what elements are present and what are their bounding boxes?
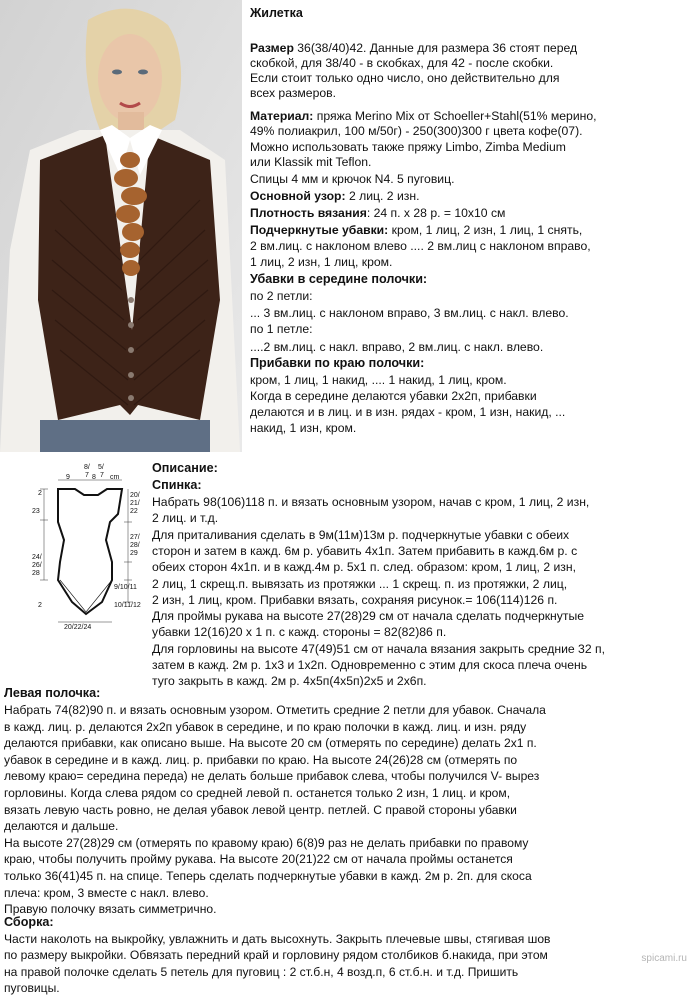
center-dec-line-4: ....2 вм.лиц. с накл. вправо, 2 вм.лиц. с накл. влево. xyxy=(250,340,544,354)
text-line: обеих сторон 4х1п. и в кажд.4м р. 5х1 п. след. образом: кром, 1 лиц, 2 изн, xyxy=(152,560,576,575)
left-front-label xyxy=(4,686,100,701)
text-line: Для горловины на высоте 47(49)51 см от начала вязания закрыть средние 32 п, xyxy=(152,641,605,656)
material-line-5: Спицы 4 мм и крючок N4. 5 пуговиц. xyxy=(250,172,455,186)
density-label: Плотность вязания xyxy=(250,206,367,220)
decreases-line-1 xyxy=(250,223,582,238)
size-line-1 xyxy=(250,41,577,56)
text-line: в кажд. лиц. р. делаются 2х2п убавок в середине, и по краю полочки в кажд. лиц. и изн. ряду xyxy=(4,719,527,734)
size-text: 36(38/40)42. Данные для размера 36 стоят перед xyxy=(293,41,578,55)
size-line-4: всех размеров. xyxy=(250,86,337,100)
text-line: Части наколоть на выкройку, увлажнить и дать высохнуть. Закрыть плечевые швы, стягивая шов xyxy=(4,932,551,946)
center-dec-line-1: по 2 петли: xyxy=(250,289,313,303)
size-line-3: Если стоит только одно число, оно действительно для xyxy=(250,71,560,85)
density-line xyxy=(250,206,505,221)
diagram-top-label: 7 xyxy=(100,472,104,479)
vest-photo-illustration xyxy=(0,0,242,452)
text-line: затем в кажд. 2м р. 1х3 и 1х2п. Одновременно с этим для скоса плеча очень xyxy=(152,658,588,672)
left-front-label-text: Левая полочка xyxy=(4,686,97,700)
diagram-right-label: 20/ xyxy=(130,492,140,499)
decreases-text: кром, 1 лиц, 2 изн, 1 лиц, 1 снять, xyxy=(388,223,583,237)
text-line: Набрать 98(106)118 п. и вязать основным узором, начав с кром, 1 лиц, 2 изн, xyxy=(152,495,590,509)
text-line: убавок в середине и в кажд. лиц. р. прибавки по краю. На высоте 24(26)28 см (отмерять по xyxy=(4,752,518,767)
density-text: : 24 п. х 28 р. = 10х10 см xyxy=(366,206,506,220)
watermark: spicami.ru xyxy=(641,953,687,964)
text-line: туго закрыть в кажд. 2м р. 4х5п(4х5п)2х5 и 2х6п. xyxy=(152,674,427,689)
material-line-2: 49% полиакрил, 100 м/50г) - 250(300)300 г цвета кофе(07). xyxy=(250,124,583,138)
text-line: по размеру выкройки. Обвязать передний край и горловину рядом столбиков б.накида, при этом xyxy=(4,948,548,963)
text-line: сторон и затем в кажд. 6м р. убавить 4х1п. Затем прибавить в кажд.6м р. с xyxy=(152,543,578,558)
diagram-top-label: 9 xyxy=(66,474,70,481)
diagram-left-label: 23 xyxy=(32,508,40,515)
text-line: делаются и дальше. xyxy=(4,819,119,834)
center-dec-line-3: по 1 петле: xyxy=(250,322,313,336)
text-line: краю, чтобы получить пройму рукава. На высоте 20(21)22 см от начала проймы останется xyxy=(4,852,513,867)
increases-line-3: делаются и в лиц. и в изн. рядах - кром, 1 изн, накид, ... xyxy=(250,405,566,419)
text-line: пуговицы. xyxy=(4,981,60,996)
vest-photo xyxy=(0,0,242,452)
center-dec-line-2: ... 3 вм.лиц. с наклоном вправо, 3 вм.лиц. с накл. влево. xyxy=(250,306,569,320)
vest-outline xyxy=(58,489,122,614)
text-line: Для приталивания сделать в 9м(11м)13м р. подчеркнутые убавки с обеих xyxy=(152,527,570,542)
diagram-right-label: 9/10/11 xyxy=(114,584,137,591)
diagram-top-label: 8/ xyxy=(84,464,90,471)
increases-line-2: Когда в середине делаются убавки 2х2п, прибавки xyxy=(250,389,537,403)
text-line: на правой полочке сделать 5 петель для пуговиц : 2 ст.б.н, 4 возд.п, 6 ст.б.н. и т.д. Пришить xyxy=(4,964,519,979)
diagram-right-label: 29 xyxy=(130,550,138,557)
assembly-label: Сборка: xyxy=(4,915,54,929)
material-line-4: или Klassik mit Teflon. xyxy=(250,155,372,169)
diagram-right-label: 10/11/12 xyxy=(114,602,141,609)
text-line: левому краю= середина переда) не делать больше прибавок слева, чтобы получился V- вырез xyxy=(4,769,540,784)
text-line: Для проймы рукава на высоте 27(28)29 см от начала сделать подчеркнутые xyxy=(152,609,585,624)
diagram-top-label: 7 xyxy=(85,472,89,479)
text-line: только 36(41)45 п. на спице. Теперь сделать подчеркнутые убавки в кажд. 2м р. 2п. для скоса xyxy=(4,869,532,883)
text-line: На высоте 27(28)29 см (отмерять по кравому краю) 6(8)9 раз не делать прибавки по правому xyxy=(4,835,529,850)
diagram-left-label: 28 xyxy=(32,570,40,577)
text-line: 2 лиц, 1 скрещ.п. вывязать из протяжки ... 1 скрещ. п. из протяжки, 2 лиц, xyxy=(152,576,568,591)
pattern-text: 2 лиц. 2 изн. xyxy=(345,189,420,203)
increases-line-4: накид, 1 изн, кром. xyxy=(250,421,357,435)
size-line-2: скобкой, для 38/40 - в скобках, для 42 - после скобки. xyxy=(250,56,554,70)
text-line: делаются прибавки, как описано выше. На высоте 20 см (отмерять по середине) делать 2х1 п. xyxy=(4,736,537,751)
increases-line-1: кром, 1 лиц, 1 накид, .... 1 накид, 1 лиц, кром. xyxy=(250,373,507,387)
diagram-right-label: 28/ xyxy=(130,542,140,549)
text-line: убавки 12(16)20 х 1 п. с кажд. стороны = 82(82)86 п. xyxy=(152,625,447,640)
diagram-right-label: 27/ xyxy=(130,534,140,541)
text-line: Набрать 74(82)90 п. и вязать основным узором. Отметить средние 2 петли для убавок. Сначала xyxy=(4,703,546,717)
material-text: пряжа Merino Mix от Schoeller+Stahl(51% мерино, xyxy=(313,109,597,123)
diagram-right-label: 22 xyxy=(130,508,138,515)
diagram-top-label: 5/ xyxy=(98,464,104,471)
size-label: Размер xyxy=(250,41,294,55)
description-label: Описание: xyxy=(152,461,218,475)
text-line: вязать левую часть ровно, не делая убавок левой центр. петлей. С правой стороны убавки xyxy=(4,802,517,817)
center-dec-label: Убавки в середине полочки: xyxy=(250,272,428,286)
diagram-right-label: 21/ xyxy=(130,500,140,507)
diagram-top-label: 8 xyxy=(92,474,96,481)
diagram-top-label: cm xyxy=(110,474,120,481)
material-label: Материал: xyxy=(250,109,314,123)
diagram-bottom-label: 20/22/24 xyxy=(64,624,92,631)
decreases-label: Подчеркнутые убавки: xyxy=(250,223,389,237)
material-line-1 xyxy=(250,109,597,124)
decreases-line-2: 2 вм.лиц. с наклоном влево .... 2 вм.лиц с наклоном вправо, xyxy=(250,239,591,253)
left-front-label-colon: : xyxy=(96,686,101,700)
back-label: Спинка: xyxy=(152,478,202,492)
text-line: горловины. Когда слева рядом со средней левой п. останется только 2 изн, 1 лиц. и кром, xyxy=(4,786,511,800)
diagram-left-label: 2 xyxy=(38,602,42,609)
pattern-label: Основной узор: xyxy=(250,189,346,203)
text-line: плеча: кром, 3 вместе с накл. влево. xyxy=(4,885,209,900)
page-title: Жилетка xyxy=(250,6,303,20)
decreases-line-3: 1 лиц, 2 изн, 1 лиц, кром. xyxy=(250,255,393,269)
text-line: 2 лиц. и т.д. xyxy=(152,511,219,526)
diagram-left-label: 24/ xyxy=(32,554,42,561)
pattern-line xyxy=(250,189,419,204)
pattern-diagram xyxy=(30,462,148,634)
diagram-left-label: 2 xyxy=(38,490,42,497)
material-line-3: Можно использовать также пряжу Limbo, Zimba Medium xyxy=(250,140,566,154)
diagram-left-label: 26/ xyxy=(32,562,42,569)
text-line: Правую полочку вязать симметрично. xyxy=(4,902,217,917)
text-line: 2 изн, 1 лиц, кром. Прибавки вязать, сохраняя рисунок.= 106(114)126 п. xyxy=(152,592,558,607)
increases-label: Прибавки по краю полочки: xyxy=(250,356,425,370)
